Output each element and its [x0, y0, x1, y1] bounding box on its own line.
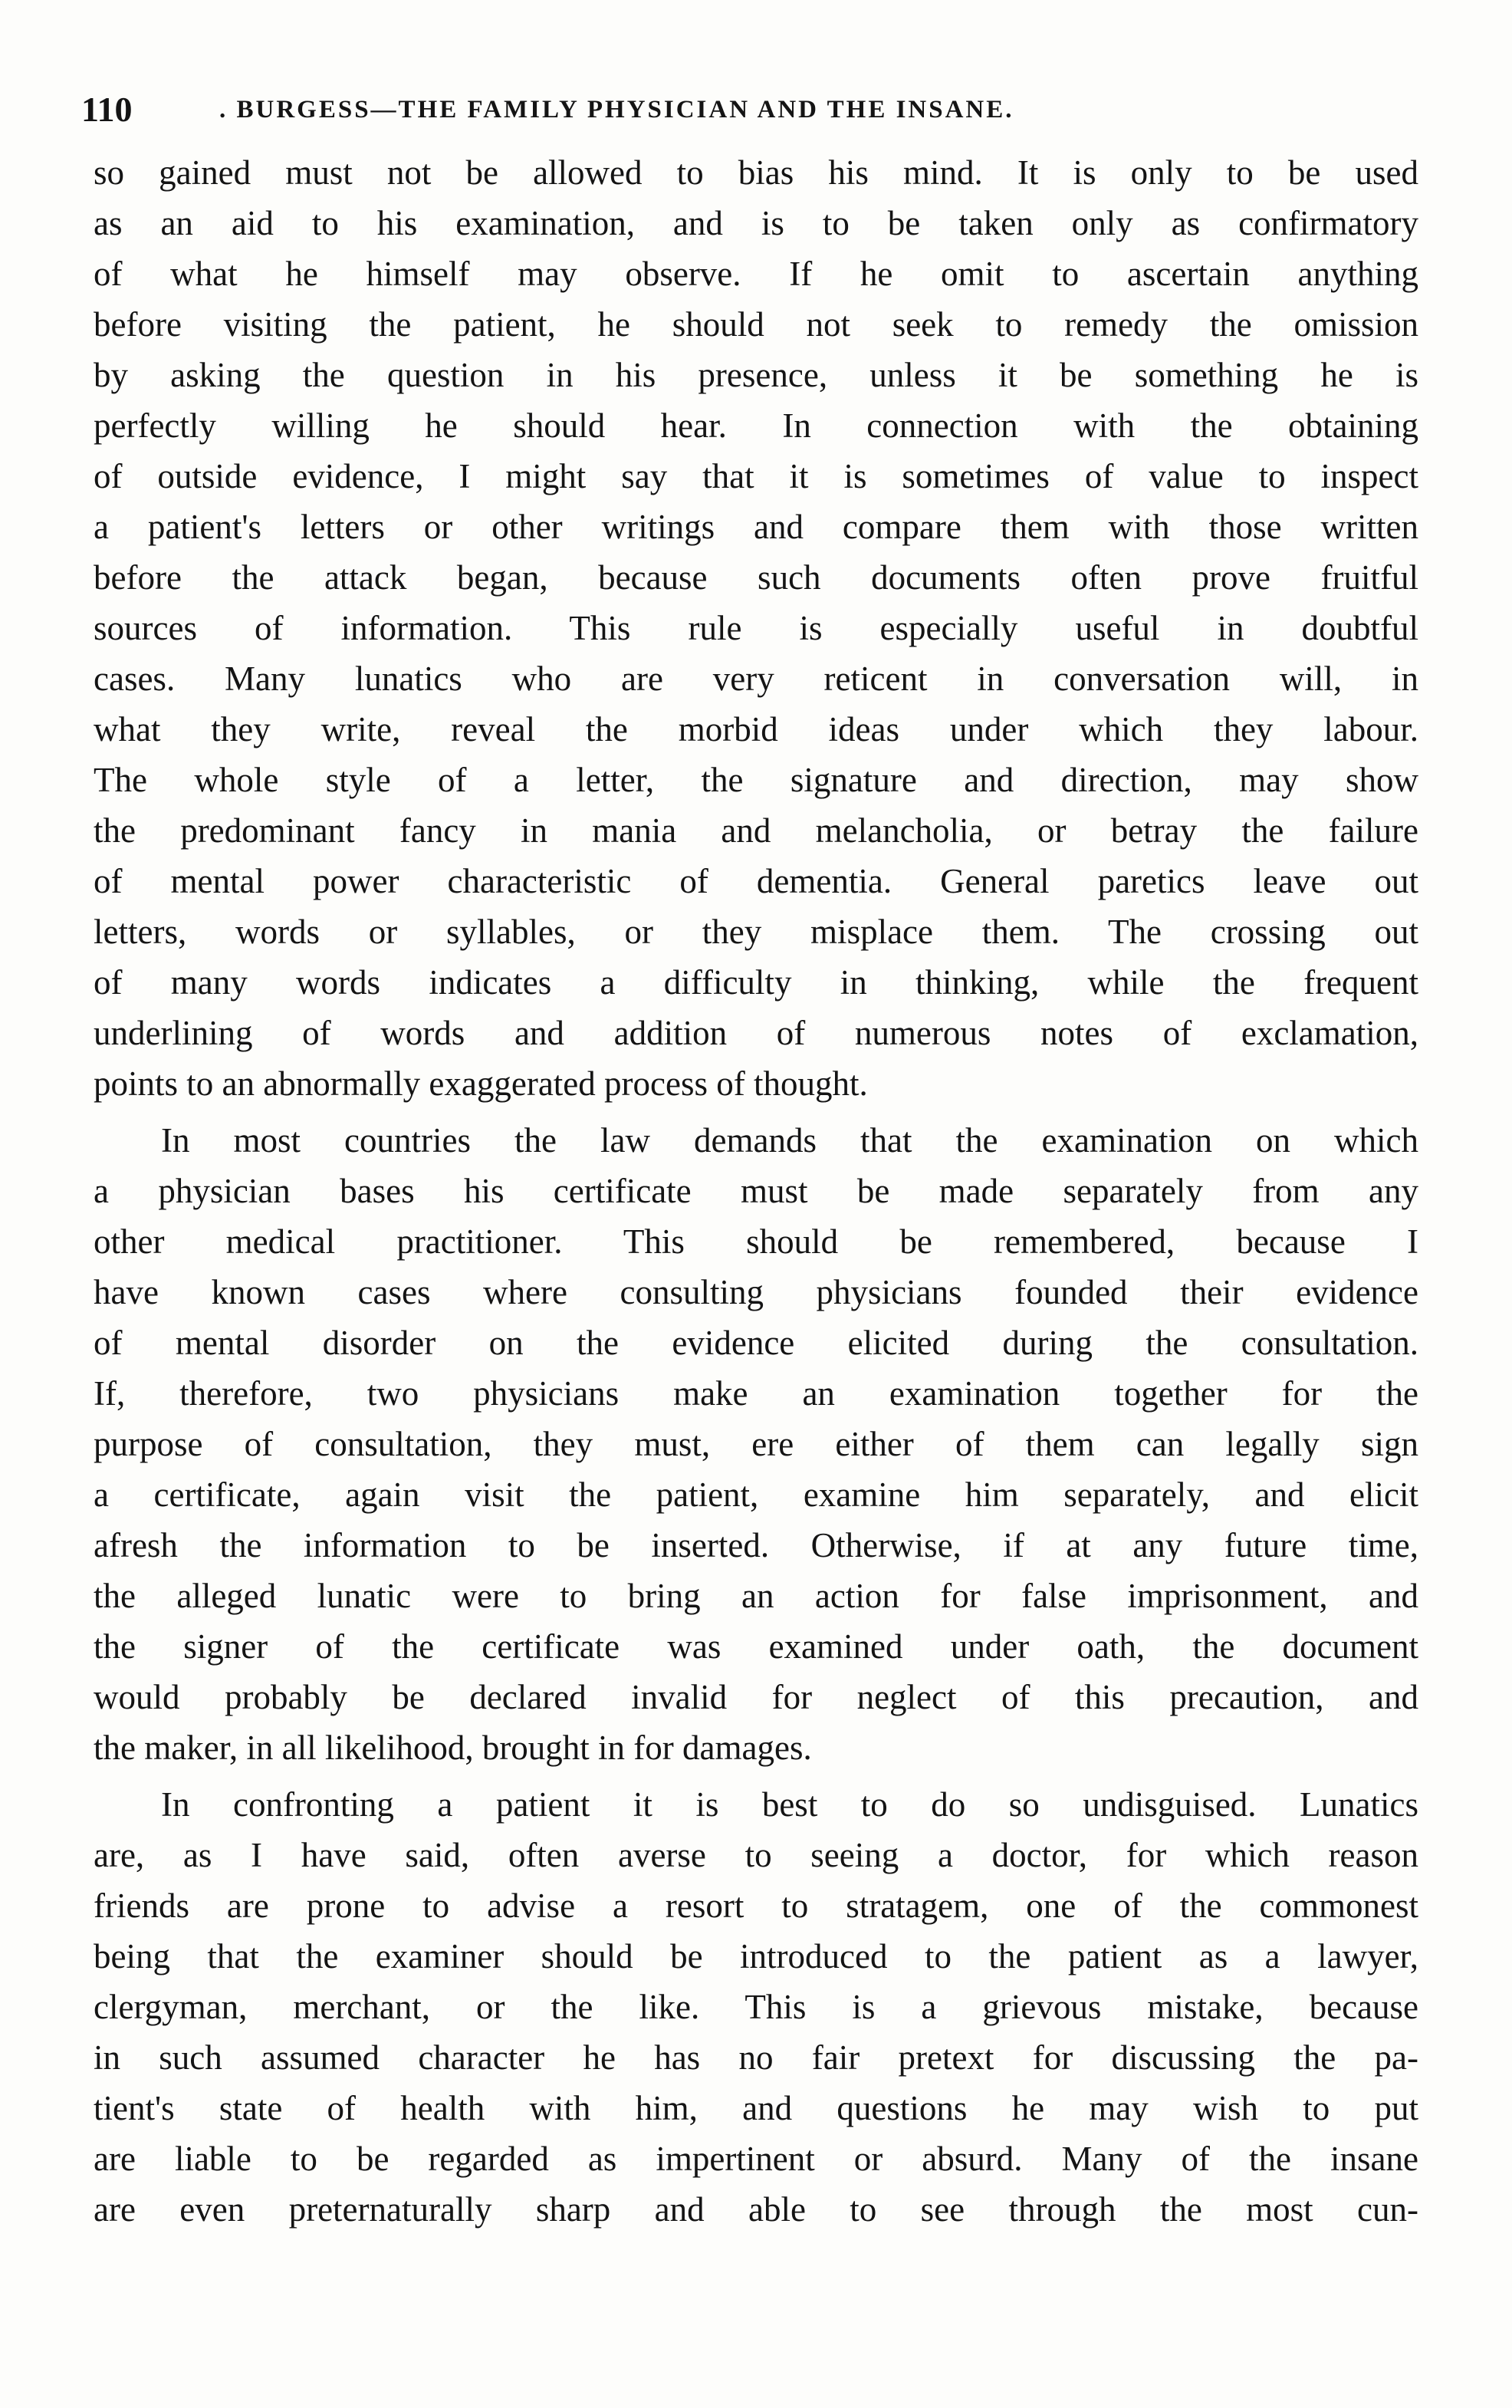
text-line: afresh the information to be inserted. Otherwise, if at any future time, — [94, 1526, 1418, 1564]
text-line: the predominant fancy in mania and melancholia, or betray the failure — [94, 811, 1418, 850]
text-line: of many words indicates a difficulty in thinking, while the frequent — [94, 963, 1418, 1002]
text-line: would probably be declared invalid for neglect of this precaution, and — [94, 1678, 1418, 1716]
text-line: clergyman, merchant, or the like. This is a grievous mistake, because — [94, 1988, 1418, 2026]
text-line: of outside evidence, I might say that it is sometimes of value to inspect — [94, 457, 1418, 495]
text-line: underlining of words and addition of numerous notes of exclamation, — [94, 1014, 1418, 1052]
text-line: so gained must not be allowed to bias his mind. It is only to be used — [94, 153, 1418, 192]
page-header — [81, 83, 1431, 137]
text-line: The whole style of a letter, the signature and direction, may show — [94, 761, 1418, 799]
text-line: before visiting the patient, he should not seek to remedy the omission — [94, 305, 1418, 344]
paragraph-3 — [94, 1779, 1418, 2235]
text-line: letters, words or syllables, or they misplace them. The crossing out — [94, 913, 1418, 951]
text-line: what they write, reveal the morbid ideas under which they labour. — [94, 710, 1418, 748]
text-line: a patient's letters or other writings and compare them with those written — [94, 508, 1418, 546]
text-line: of what he himself may observe. If he omit to ascertain anything — [94, 255, 1418, 293]
text-line: being that the examiner should be introduced to the patient as a lawyer, — [94, 1937, 1418, 1975]
text-line: cases. Many lunatics who are very reticent in conversation will, in — [94, 660, 1418, 698]
text-line: tient's state of health with him, and questions he may wish to put — [94, 2089, 1418, 2127]
text-line: the signer of the certificate was examined under oath, the document — [94, 1627, 1418, 1666]
text-line: by asking the question in his presence, unless it be something he is — [94, 356, 1418, 394]
page-number: 110 — [81, 90, 133, 129]
text-line: a physician bases his certificate must be made separately from any — [94, 1172, 1418, 1210]
text-line: purpose of consultation, they must, ere either of them can legally sign — [94, 1425, 1418, 1463]
text-line: of mental power characteristic of dementia. General paretics leave out — [94, 862, 1418, 900]
text-line: in such assumed character he has no fair pretext for discussing the pa- — [94, 2038, 1418, 2077]
text-line: In confronting a patient it is best to do so undisguised. Lunatics — [161, 1785, 1418, 1824]
text-line: perfectly willing he should hear. In connection with the obtaining — [94, 406, 1418, 445]
text-line: the alleged lunatic were to bring an action for false imprisonment, and — [94, 1577, 1418, 1615]
text-line: have known cases where consulting physicians founded their evidence — [94, 1273, 1418, 1311]
text-line: points to an abnormally exaggerated process of thought. — [94, 1064, 868, 1103]
paragraph-1 — [94, 147, 1418, 1109]
text-line: the maker, in all likelihood, brought in for damages. — [94, 1729, 812, 1767]
body-text — [94, 147, 1418, 2235]
paragraph-2 — [94, 1115, 1418, 1773]
text-line: of mental disorder on the evidence elicited during the consultation. — [94, 1324, 1418, 1362]
text-line: are liable to be regarded as impertinent or absurd. Many of the insane — [94, 2140, 1418, 2178]
text-line: In most countries the law demands that the examination on which — [161, 1121, 1418, 1160]
text-line: friends are prone to advise a resort to stratagem, one of the commonest — [94, 1887, 1418, 1925]
text-line: before the attack began, because such documents often prove fruitful — [94, 558, 1418, 597]
text-line: other medical practitioner. This should be remembered, because I — [94, 1222, 1418, 1261]
text-line: are, as I have said, often averse to seeing a doctor, for which reason — [94, 1836, 1418, 1874]
text-line: sources of information. This rule is especially useful in doubtful — [94, 609, 1418, 647]
text-line: a certificate, again visit the patient, examine him separately, and elicit — [94, 1475, 1418, 1514]
running-head: . BURGESS—THE FAMILY PHYSICIAN AND THE INSANE. — [219, 96, 1014, 123]
text-line: as an aid to his examination, and is to be taken only as confirmatory — [94, 204, 1418, 242]
text-line: are even preternaturally sharp and able to see through the most cun- — [94, 2190, 1418, 2229]
text-line: If, therefore, two physicians make an examination together for the — [94, 1374, 1418, 1413]
